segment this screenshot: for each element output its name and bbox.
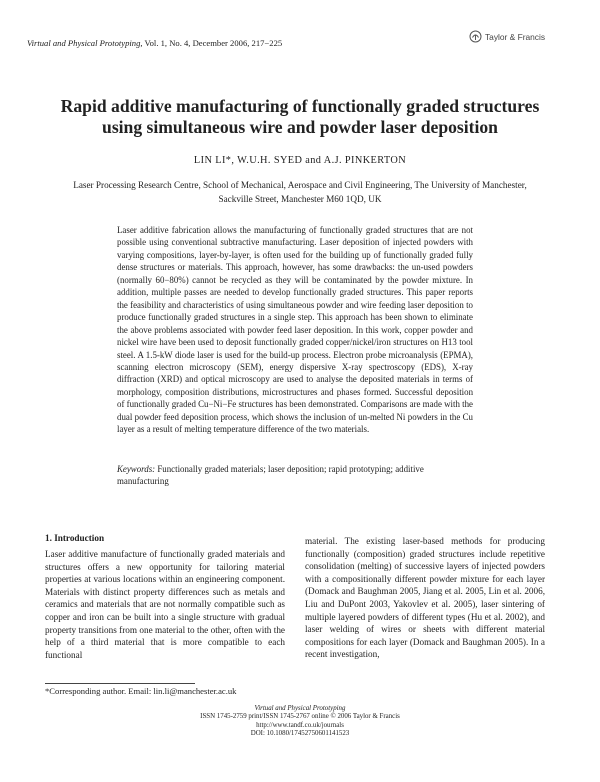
publisher-logo-icon <box>469 30 482 43</box>
footnote-divider <box>45 683 195 684</box>
journal-volume-info: , Vol. 1, No. 4, December 2006, 217−225 <box>140 38 283 48</box>
page-footer <box>150 705 450 739</box>
keywords <box>117 463 473 488</box>
article-title <box>20 96 580 138</box>
introduction-heading: 1. Introduction <box>45 533 105 543</box>
publisher-logo <box>469 28 549 52</box>
publisher-name: Taylor & Francis <box>485 32 546 42</box>
title-line-1: Rapid additive manufacturing of functionally graded structures <box>60 96 540 116</box>
keywords-text: Functionally graded materials; laser deposition; rapid prototyping; additive manufacturing <box>117 464 424 487</box>
title-line-2: using simultaneous wire and powder laser deposition <box>102 117 498 137</box>
keywords-label: Keywords: <box>117 464 156 474</box>
journal-name: Virtual and Physical Prototyping <box>27 38 141 48</box>
footer-doi: DOI: 10.1080/17452750601141523 <box>250 730 350 738</box>
affiliation-line-2: Sackville Street, Manchester M60 1QD, UK <box>218 193 382 204</box>
footer-issn: ISSN 1745-2759 print/ISSN 1745-2767 online © 2006 Taylor & Francis <box>200 713 400 721</box>
authors: LIN LI*, W.U.H. SYED and A.J. PINKERTON <box>193 155 407 166</box>
corresponding-author-footnote: *Corresponding author. Email: lin.li@manchester.ac.uk <box>45 686 237 696</box>
affiliation-line-1: Laser Processing Research Centre, School of Mechanical, Aerospace and Civil Engineering, The University of Manchester, <box>73 180 527 190</box>
footer-url: http://www.tandf.co.uk/journals <box>256 721 344 729</box>
affiliation <box>36 179 564 206</box>
introduction-left-column: Laser additive manufacture of functionally graded materials and structures offers a new opportunity for tailoring material properties at various locations within an engineering component. Materials with distinct property differences such as metals and ceramics and materials that are not normally compatible such as copper and iron can be built into a single structure with gradual property transitions from one material to the other, often with the help of a third material that is more compatible to each functional <box>45 549 285 660</box>
footer-journal: Virtual and Physical Prototyping <box>254 705 346 712</box>
abstract: Laser additive fabrication allows the manufacturing of functionally graded structures that are not possible using conventional subtractive manufacturing. Laser deposition of injected powders with varying compositions, layer-by-layer, is often used for the building up of functionally graded fully dense structures or materials. This approach, however, has some drawbacks: the un-used powders (normally 60−80%) cannot be recycled as they will be contaminated by the powder mixture. In addition, multiple passes are needed to develop functionally graded structures. This paper reports the feasibility and characteristics of using simultaneous powder and wire feeding laser deposition to produce functionally graded structures in a single step. This approach has been shown to eliminate the above problems associated with powder feed laser deposition. In this work, copper powder and nickel wire have been used to deposit functionally graded copper/nickel/iron structures on H13 tool steel. A 1.5-kW diode laser is used for the build-up process. Electron probe microanalysis (EPMA), scanning electron microscopy (SEM), energy dispersive X-ray spectroscopy (EDS), X-ray diffraction (XRD) and optical microscopy are used to analyse the deposited materials in terms of morphology, composition distributions, microstructures and phases formed. Successful deposition of functionally graded Cu−Ni−Fe structures has been demonstrated. Comparisons are made with the dual powder feed deposition process, which shows the inclusion of un-melted Ni powders in the Cu layer as a result of melting temperature difference of the two materials. <box>117 225 473 435</box>
introduction-right-column: material. The existing laser-based methods for producing functionally (composition) graded structures include repetitive consolidation (melting) of successive layers of injected powders with a compositionally different powder mixture for each layer (Domack and Baughman 2005, Jiang et al. 2005, Lin et al. 2006, Liu and DuPont 2003, Yakovlev et al. 2005), laser sintering of multiple layered powders of different types (Hu et al. 2002), and laser welding of wires or sheets with different material compositions for each layer (Domack and Baughman 2005). In a recent investigation, <box>305 536 545 660</box>
journal-citation <box>27 38 282 48</box>
